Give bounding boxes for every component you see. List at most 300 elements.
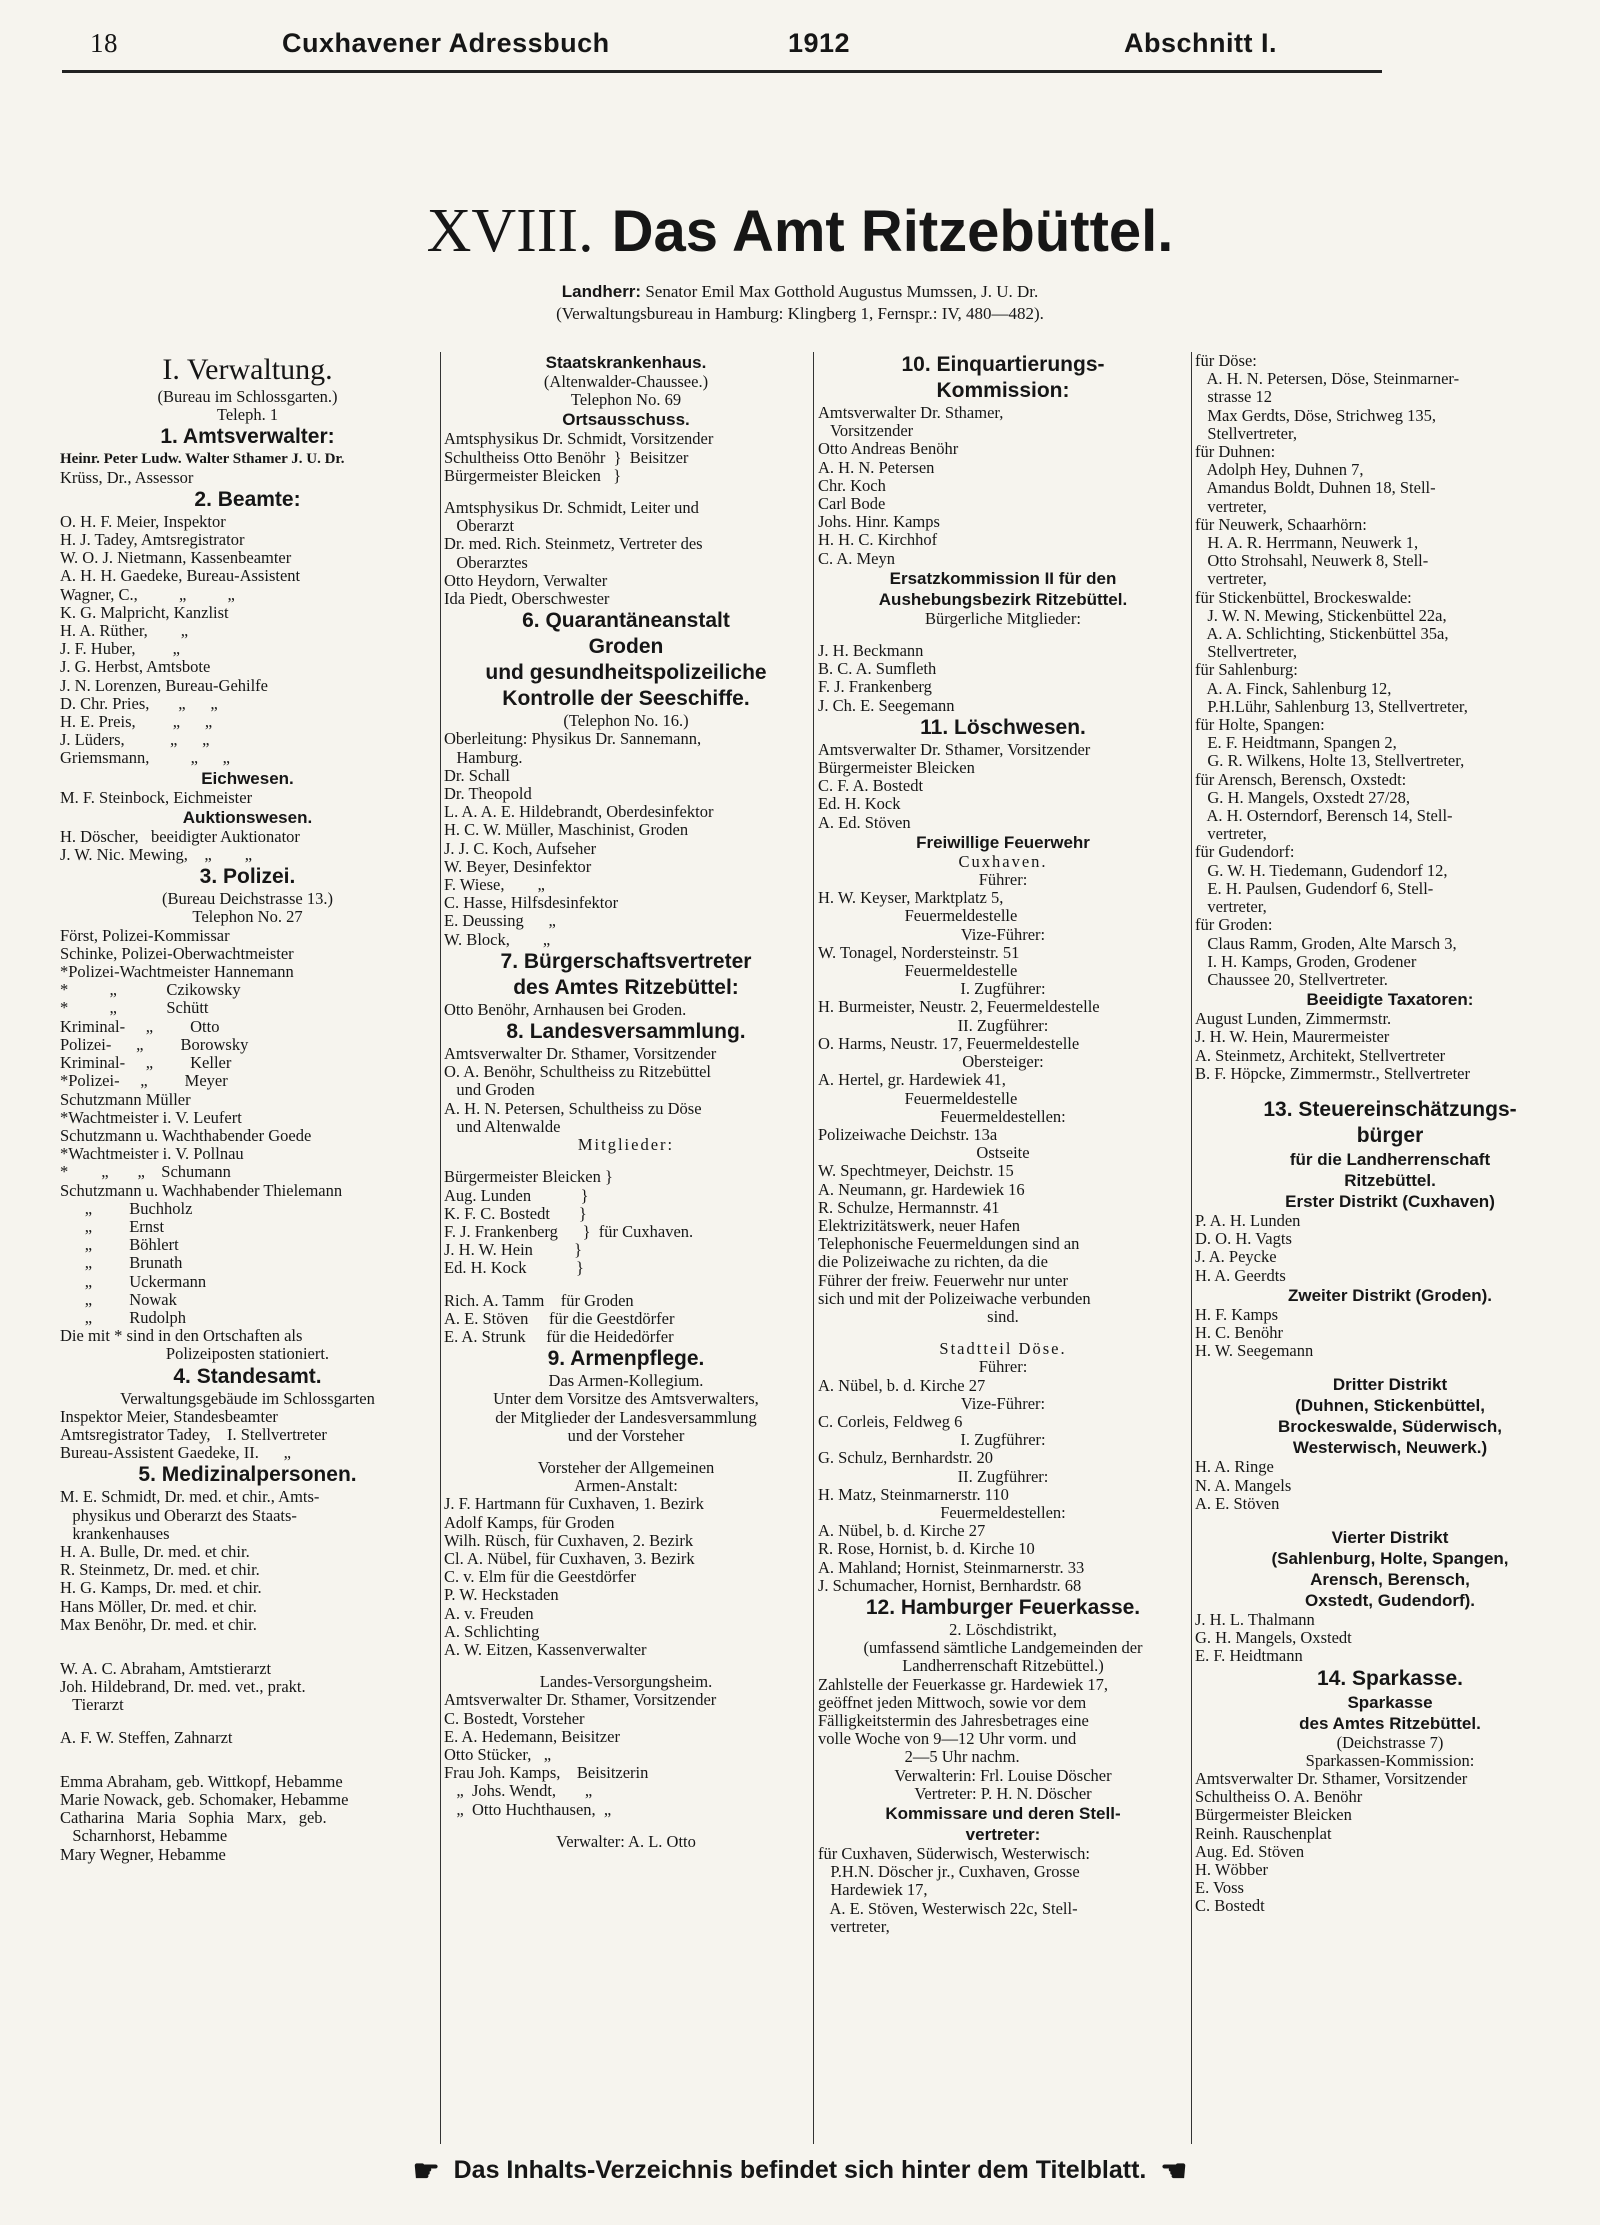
centered-line: Cuxhaven. (958, 851, 1048, 871)
entry-line: H. Burmeister, Neustr. 2, Feuermeldestelle (818, 998, 1100, 1017)
section-heading: (Sahlenburg, Holte, Spangen, (1271, 1548, 1509, 1568)
entry-line: * „ „ Schumann (60, 1163, 231, 1182)
entry-line: Hardewiek 17, (818, 1881, 928, 1900)
section-heading: 14. Sparkasse. (1317, 1666, 1463, 1690)
section-heading: Brockeswalde, Süderwisch, (1278, 1417, 1502, 1437)
entry-line: O. Harms, Neustr. 17, Feuermeldestelle (818, 1034, 1080, 1053)
spacer (1195, 1360, 1585, 1374)
entry-line: K. G. Malpricht, Kanzlist (60, 603, 229, 622)
entry-line: N. A. Mangels (1195, 1476, 1292, 1495)
entry-line: Oberleitung: Physikus Dr. Sannemann, (444, 730, 702, 749)
entry-line: J. F. Huber, „ (60, 640, 180, 659)
entry-line: J. W. Nic. Mewing, „ „ (60, 846, 253, 865)
centered-line: (Telephon No. 16.) (563, 711, 689, 731)
entry-line: B. C. A. Sumfleth (818, 660, 937, 679)
entry-line: J. Schumacher, Hornist, Bernhardstr. 68 (818, 1576, 1082, 1595)
spacer (60, 1634, 435, 1660)
entry-line: Feuermeldestelle (818, 907, 1018, 926)
centered-line: Landes-Versorgungsheim. (539, 1672, 713, 1692)
entry-line: Kriminal- „ Otto (60, 1017, 220, 1036)
entry-line: für Stickenbüttel, Brockeswalde: (1195, 588, 1412, 607)
entry-line: vertreter, (1195, 825, 1267, 844)
section-heading: Freiwillige Feuerwehr (916, 832, 1090, 852)
entry-line: Claus Ramm, Groden, Alte Marsch 3, (1195, 934, 1457, 953)
landherr-label: Landherr: (561, 282, 642, 301)
entry-line: Feuermeldestelle (818, 1089, 1018, 1108)
entry-line: vertreter, (1195, 570, 1267, 589)
title-text: Das Amt Ritzebüttel. (611, 199, 1174, 264)
entry-line: für Döse: (1195, 352, 1257, 370)
entry-line: vertreter, (818, 1917, 890, 1936)
entry-line: Scharnhorst, Hebamme (60, 1827, 228, 1846)
column-rule (813, 352, 814, 2144)
centered-line: II. Zugführer: (957, 1015, 1049, 1035)
entry-line: A. Schlichting (444, 1622, 540, 1641)
entry-line: A. H. H. Gaedeke, Bureau-Assistent (60, 567, 301, 586)
entry-line: Mary Wegner, Hebamme (60, 1845, 226, 1864)
entry-line: Max Benöhr, Dr. med. et chir. (60, 1615, 257, 1634)
entry-line: Reinh. Rauschenplat (1195, 1824, 1332, 1843)
section-heading: Sparkasse (1347, 1692, 1433, 1712)
entry-line: Elektrizitätswerk, neuer Hafen (818, 1216, 1021, 1235)
entry-line: Amtsverwalter Dr. Sthamer, Vorsitzender (818, 740, 1091, 759)
section-heading: 7. Bürgerschaftsvertreter (500, 949, 752, 973)
centered-line: sind. (987, 1306, 1019, 1326)
entry-line: Amtsphysikus Dr. Schmidt, Vorsitzender (444, 430, 714, 449)
entry-line: J. H. Beckmann (818, 642, 924, 661)
centered-line: (Deichstrasse 7) (1336, 1732, 1444, 1752)
entry-line: August Lunden, Zimmermstr. (1195, 1010, 1392, 1029)
section-heading: Kommission: (936, 379, 1070, 402)
column-3 (818, 352, 1188, 1936)
entry-line: J. F. Hartmann für Cuxhaven, 1. Bezirk (444, 1495, 704, 1514)
centered-line: Feuermeldestellen: (940, 1106, 1066, 1126)
entry-line: für Cuxhaven, Süderwisch, Westerwisch: (818, 1845, 1090, 1864)
section-heading: Eichwesen. (201, 768, 294, 788)
entry-line: J. H. L. Thalmann (1195, 1610, 1315, 1629)
centered-line: (umfassend sämtliche Landgemeinden der (863, 1638, 1143, 1658)
section-heading: 9. Armenpflege. (547, 1347, 705, 1371)
spacer (444, 1445, 808, 1459)
section-heading: Auktionswesen. (182, 807, 313, 827)
centered-line: Telephon No. 27 (192, 907, 303, 927)
entry-line: Wagner, C., „ „ (60, 585, 235, 604)
section-heading: Dritter Distrikt (1332, 1375, 1448, 1395)
entry-line: Telephonische Feuermeldungen sind an (818, 1235, 1080, 1254)
entry-line: Catharina Maria Sophia Marx, geb. (60, 1809, 327, 1828)
entry-line: für Duhnen: (1195, 443, 1276, 462)
section-heading: I. Verwaltung. (162, 353, 333, 386)
header-rule (62, 70, 1382, 73)
entry-line: „ Brunath (60, 1254, 183, 1273)
entry-line: H. W. Keyser, Marktplatz 5, (818, 889, 1004, 908)
entry-line: J. N. Lorenzen, Bureau-Gehilfe (60, 676, 268, 695)
entry-line: M. E. Schmidt, Dr. med. et chir., Amts- (60, 1488, 320, 1507)
centered-line: II. Zugführer: (957, 1466, 1049, 1486)
column-4 (1195, 352, 1585, 1916)
entry-line: H. E. Preis, „ „ (60, 713, 213, 732)
entry-line: „ Ernst (60, 1217, 165, 1236)
entry-line: Schutzmann u. Wachthabender Goede (60, 1126, 312, 1145)
entry-line: für Groden: (1195, 916, 1273, 935)
entry-line: Ed. H. Kock } (444, 1259, 584, 1278)
entry-line: Amtsphysikus Dr. Schmidt, Leiter und (444, 499, 699, 518)
centered-line: Teleph. 1 (216, 405, 279, 425)
entry-line: und Altenwalde (444, 1117, 561, 1136)
entry-line: Krüss, Dr., Assessor (60, 468, 194, 487)
entry-line: F. Wiese, „ (444, 876, 545, 895)
section-label: Abschnitt I. (1124, 28, 1277, 58)
entry-line: A. H. N. Petersen, Schultheiss zu Döse (444, 1099, 702, 1118)
entry-line: Otto Stücker, „ (444, 1745, 552, 1764)
entry-line: C. A. Meyn (818, 549, 896, 568)
entry-line: Schultheiss O. A. Benöhr (1195, 1788, 1363, 1807)
section-heading: 13. Steuereinschätzungs- (1263, 1097, 1517, 1121)
spacer (444, 1819, 808, 1833)
entry-line: Stellvertreter, (1195, 424, 1297, 443)
section-heading: für die Landherrenschaft (1289, 1149, 1491, 1169)
entry-line: A. v. Freuden (444, 1604, 534, 1623)
entry-line: Cl. A. Nübel, für Cuxhaven, 3. Bezirk (444, 1549, 695, 1568)
entry-line: H. W. Seegemann (1195, 1342, 1314, 1361)
section-heading: bürger (1356, 1123, 1424, 1147)
entry-line: „ Buchholz (60, 1199, 193, 1218)
entry-line: Först, Polizei-Kommissar (60, 926, 230, 945)
entry-line: Amtsverwalter Dr. Sthamer, Vorsitzender (1195, 1769, 1468, 1788)
entry-line: für Gudendorf: (1195, 843, 1295, 862)
centered-line: Verwalterin: Frl. Louise Döscher (894, 1765, 1112, 1785)
section-heading: vertreter: (965, 1825, 1041, 1845)
entry-line: G. H. Mangels, Oxstedt (1195, 1629, 1352, 1648)
section-heading: des Amtes Ritzebüttel: (513, 975, 739, 999)
entry-line: G. Schulz, Bernhardstr. 20 (818, 1449, 994, 1468)
entry-line: A. H. N. Petersen, Döse, Steinmarner- (1195, 370, 1460, 389)
entry-line: L. A. A. E. Hildebrandt, Oberdesinfektor (444, 803, 714, 822)
entry-line: H. C. Benöhr (1195, 1323, 1283, 1342)
entry-line: 2—5 Uhr nachm. (818, 1748, 1020, 1767)
entry-line: „ Rudolph (60, 1308, 187, 1327)
entry-line: Hans Möller, Dr. med. et chir. (60, 1597, 257, 1616)
entry-line: A. W. Eitzen, Kassenverwalter (444, 1640, 647, 1659)
centered-line: Führer: (978, 870, 1028, 890)
entry-line: Wilh. Rüsch, für Cuxhaven, 2. Bezirk (444, 1531, 694, 1550)
section-heading: 8. Landesversammlung. (506, 1020, 746, 1044)
entry-line: H. A. Ringe (1195, 1458, 1274, 1477)
entry-line: W. Beyer, Desinfektor (444, 857, 592, 876)
section-heading: 3. Polizei. (199, 865, 296, 889)
entry-line: Stellvertreter, (1195, 643, 1297, 662)
centered-line: Führer: (978, 1357, 1028, 1377)
entry-line: J. H. W. Hein } (444, 1241, 583, 1260)
entry-line: H. A. Bulle, Dr. med. et chir. (60, 1542, 250, 1561)
entry-line: sich und mit der Polizeiwache verbunden (818, 1289, 1091, 1308)
section-heading: 6. Quarantäneanstalt (522, 609, 730, 633)
centered-line: Obersteiger: (962, 1052, 1044, 1072)
entry-line: A. Nübel, b. d. Kirche 27 (818, 1522, 986, 1541)
centered-line: Unter dem Vorsitze des Amtsverwalters, (493, 1389, 759, 1409)
section-heading: Aushebungsbezirk Ritzebüttel. (878, 589, 1128, 609)
entry-line: Bureau-Assistent Gaedeke, II. „ (60, 1444, 291, 1463)
entry-line: H. F. Kamps (1195, 1305, 1279, 1324)
entry-line: Dr. med. Rich. Steinmetz, Vertreter des (444, 535, 703, 554)
entry-line: A. Neumann, gr. Hardewiek 16 (818, 1180, 1025, 1199)
entry-line: Carl Bode (818, 495, 886, 514)
centered-line: I. Zugführer: (960, 1430, 1046, 1450)
entry-line: Dr. Schall (444, 766, 510, 785)
footer-text: Das Inhalts-Verzeichnis befindet sich hinter dem Titelblatt. (453, 2156, 1147, 2185)
entry-line: Amtsverwalter Dr. Sthamer, Vorsitzender (444, 1691, 717, 1710)
title-numeral: XVIII. (426, 197, 594, 265)
entry-line: H. J. Tadey, Amtsregistrator (60, 531, 245, 550)
centered-line: (Altenwalder-Chaussee.) (543, 372, 709, 391)
entry-line: Bürgermeister Bleicken } (444, 466, 622, 485)
centered-line: der Mitglieder der Landesversammlung (495, 1407, 757, 1427)
entry-line: J. Lüders, „ „ (60, 731, 210, 750)
pointing-hand-left-icon: ☚ (1160, 2155, 1188, 2188)
entry-line: C. Bostedt (1195, 1897, 1265, 1916)
centered-line: Vize-Führer: (960, 1393, 1046, 1413)
entry-line: A. F. W. Steffen, Zahnarzt (60, 1728, 233, 1747)
entry-line: C. F. A. Bostedt (818, 777, 924, 796)
entry-line: Oberarzt (444, 517, 515, 536)
entry-line: H. A. Rüther, „ (60, 622, 189, 641)
section-heading: Oxstedt, Gudendorf). (1305, 1590, 1475, 1610)
entry-line: für Sahlenburg: (1195, 661, 1298, 680)
entry-line: „ Nowak (60, 1290, 177, 1309)
entry-line: Rich. A. Tamm für Groden (444, 1291, 634, 1310)
book-year: 1912 (788, 28, 851, 58)
section-heading: des Amtes Ritzebüttel. (1299, 1713, 1481, 1733)
entry-line: W. O. J. Nietmann, Kassenbeamter (60, 549, 292, 568)
entry-line: A. E. Stöven für die Geestdörfer (444, 1309, 675, 1328)
entry-line: A. Hertel, gr. Hardewiek 41, (818, 1071, 1006, 1090)
entry-line: *Polizei- „ Meyer (60, 1072, 228, 1091)
entry-line: volle Woche von 9—12 Uhr vorm. und (818, 1730, 1077, 1749)
entry-line: W. Spechtmeyer, Deichstr. 15 (818, 1162, 1014, 1181)
spacer (818, 628, 1188, 642)
pointing-hand-right-icon: ☛ (412, 2155, 440, 2188)
landherr-name: Senator Emil Max Gotthold Augustus Mumssen, J. U. Dr. (645, 282, 1039, 301)
page-title (0, 196, 1600, 267)
section-heading: 5. Medizinalpersonen. (138, 1463, 357, 1487)
centered-line: Verwalter: A. L. Otto (556, 1831, 696, 1851)
section-heading: 4. Standesamt. (173, 1364, 322, 1388)
spacer (444, 1278, 808, 1292)
centered-line: Vize-Führer: (960, 924, 1046, 944)
centered-line: Polizeiposten stationiert. (165, 1344, 330, 1364)
entry-line: E. Voss (1195, 1879, 1244, 1898)
entry-line: krankenhauses (60, 1524, 170, 1543)
section-heading: Vierter Distrikt (1331, 1527, 1449, 1547)
column-2 (444, 352, 808, 1851)
section-heading: Zweiter Distrikt (Groden). (1287, 1285, 1493, 1305)
entry-line: strasse 12 (1195, 388, 1272, 407)
entry-line: W. Block, „ (444, 930, 551, 949)
entry-line: Adolf Kamps, für Groden (444, 1513, 615, 1532)
entry-line: K. F. C. Bostedt } (444, 1204, 587, 1223)
centered-line: Sparkassen-Kommission: (1305, 1750, 1475, 1770)
entry-line: *Wachtmeister i. V. Pollnau (60, 1145, 244, 1164)
entry-line: J. G. Herbst, Amtsbote (60, 658, 211, 677)
section-heading: Ritzebüttel. (1344, 1170, 1436, 1190)
entry-line: H. A. R. Herrmann, Neuwerk 1, (1195, 534, 1419, 553)
entry-line: „ Otto Huchthausen, „ (444, 1800, 612, 1819)
entry-line: Polizeiwache Deichstr. 13a (818, 1125, 998, 1144)
entry-line: A. H. Osterndorf, Berensch 14, Stell- (1195, 807, 1453, 826)
spacer (444, 1154, 808, 1168)
entry-line: P. A. H. Lunden (1195, 1211, 1301, 1230)
entry-line: Otto Strohsahl, Neuwerk 8, Stell- (1195, 552, 1429, 571)
centered-line: Vertreter: P. H. N. Döscher (914, 1783, 1092, 1803)
entry-line: A. Ed. Stöven (818, 813, 911, 832)
entry-line: E. F. Heidtmann, Spangen 2, (1195, 734, 1397, 753)
entry-line: * „ Czikowsky (60, 981, 241, 1000)
section-heading: 11. Löschwesen. (920, 715, 1086, 739)
spacer (444, 485, 808, 499)
entry-line: physikus und Oberarzt des Staats- (60, 1506, 297, 1525)
entry-line: und Groden (444, 1081, 535, 1100)
entry-line: A. Nübel, b. d. Kirche 27 (818, 1376, 986, 1395)
entry-line: R. Schulze, Hermannstr. 41 (818, 1198, 1000, 1217)
entry-line: H. Wöbber (1195, 1860, 1269, 1879)
entry-line: O. H. F. Meier, Inspektor (60, 512, 226, 531)
centered-line: Feuermeldestellen: (940, 1502, 1066, 1522)
entry-line: Amtsregistrator Tadey, I. Stellvertreter (60, 1425, 327, 1444)
entry-line: A. H. N. Petersen (818, 458, 935, 477)
entry-line: C. Hasse, Hilfsdesinfektor (444, 894, 619, 913)
entry-line: J. Ch. E. Seegemann (818, 696, 955, 715)
entry-line: Tierarzt (60, 1696, 124, 1715)
entry-line: C. Bostedt, Vorsteher (444, 1709, 585, 1728)
entry-line: R. Rose, Hornist, b. d. Kirche 10 (818, 1540, 1035, 1559)
entry-line: Amtsverwalter Dr. Sthamer, (818, 404, 1004, 422)
page-number: 18 (90, 28, 118, 58)
entry-line: Inspektor Meier, Standesbeamter (60, 1407, 278, 1426)
spacer (444, 1659, 808, 1673)
entry-line: Otto Andreas Benöhr (818, 440, 959, 459)
column-1 (60, 352, 435, 1864)
book-title: Cuxhavener Adressbuch (282, 28, 610, 58)
section-heading: 12. Hamburger Feuerkasse. (865, 1595, 1141, 1619)
section-heading: Groden (588, 635, 664, 659)
section-heading: Beeidigte Taxatoren: (1306, 990, 1474, 1010)
entry-line: Vorsitzender (818, 422, 914, 441)
spacer (818, 1326, 1188, 1340)
entry-line: H. Matz, Steinmarnerstr. 110 (818, 1485, 1009, 1504)
entry-line: * „ Schütt (60, 999, 209, 1018)
centered-line: Das Armen-Kollegium. (548, 1371, 704, 1391)
entry-line: P.H.N. Döscher jr., Cuxhaven, Grosse (818, 1863, 1080, 1882)
centered-line: Mitglieder: (577, 1135, 675, 1155)
entry-line: A. A. Finck, Sahlenburg 12, (1195, 679, 1392, 698)
entry-line: Max Gerdts, Döse, Strichweg 135, (1195, 406, 1437, 425)
spacer (1195, 1513, 1585, 1527)
section-heading: Ersatzkommission II für den (889, 568, 1117, 588)
entry-line: H. A. Geerdts (1195, 1266, 1286, 1285)
entry-line: Ida Piedt, Oberschwester (444, 590, 610, 609)
entry-line: E. F. Heidtmann (1195, 1647, 1303, 1666)
bureau-line: (Verwaltungsbureau in Hamburg: Klingberg 1, Fernspr.: IV, 480—482). (556, 304, 1044, 323)
landherr-line (0, 282, 1600, 302)
entry-line: H. Döscher, beeidigter Auktionator (60, 827, 300, 846)
entry-line: die Polizeiwache zu richten, da die (818, 1253, 1048, 1272)
entry-line: Marie Nowack, geb. Schomaker, Hebamme (60, 1791, 349, 1809)
entry-line: Bürgermeister Bleicken (818, 759, 975, 778)
entry-line: Adolph Hey, Duhnen 7, (1195, 461, 1364, 480)
entry-line: „ Johs. Wendt, „ (444, 1782, 593, 1801)
entry-line: Ed. H. Kock (818, 795, 901, 814)
entry-line: G. H. Mangels, Oxstedt 27/28, (1195, 788, 1410, 807)
entry-line: P.H.Lühr, Sahlenburg 13, Stellvertreter, (1195, 697, 1468, 716)
entry-line: A. Steinmetz, Architekt, Stellvertreter (1195, 1046, 1446, 1065)
entry-line: Amtsverwalter Dr. Sthamer, Vorsitzender (444, 1045, 717, 1064)
entry-line: W. Tonagel, Nordersteinstr. 51 (818, 943, 1020, 962)
entry-line: Führer der freiw. Feuerwehr nur unter (818, 1271, 1068, 1290)
entry-line: C. Corleis, Feldweg 6 (818, 1412, 963, 1431)
entry-line: M. F. Steinbock, Eichmeister (60, 788, 253, 807)
entry-line: Frau Joh. Kamps, Beisitzerin (444, 1764, 649, 1783)
entry-line: Schutzmann Müller (60, 1090, 191, 1109)
entry-line: Polizei- „ Borowsky (60, 1035, 249, 1054)
entry-line: Aug. Lunden } (444, 1186, 589, 1205)
entry-line: D. O. H. Vagts (1195, 1230, 1292, 1249)
entry-line: Aug. Ed. Stöven (1195, 1842, 1305, 1861)
entry-line: W. A. C. Abraham, Amtstierarzt (60, 1659, 272, 1678)
centered-line: I. Zugführer: (960, 979, 1046, 999)
section-heading: Westerwisch, Neuwerk.) (1292, 1438, 1488, 1458)
entry-line: J. J. C. Koch, Aufseher (444, 839, 597, 858)
entry-line: Otto Heydorn, Verwalter (444, 571, 608, 590)
entry-line: für Holte, Spangen: (1195, 716, 1325, 735)
section-heading: Kommissare und deren Stell- (885, 1804, 1121, 1824)
entry-line: P. W. Heckstaden (444, 1586, 559, 1605)
entry-line: Joh. Hildebrand, Dr. med. vet., prakt. (60, 1678, 306, 1697)
centered-line: Armen-Anstalt: (574, 1476, 678, 1496)
entry-line: G. W. H. Tiedemann, Gudendorf 12, (1195, 861, 1448, 880)
entry-line: geöffnet jeden Mittwoch, sowie vor dem (818, 1693, 1087, 1712)
entry-line: A. A. Schlichting, Stickenbüttel 35a, (1195, 625, 1449, 644)
centered-line: Telephon No. 69 (570, 390, 682, 410)
section-heading: (Duhnen, Stickenbüttel, (1295, 1396, 1485, 1416)
entry-line: für Neuwerk, Schaarhörn: (1195, 515, 1367, 534)
entry-line: B. F. Höpcke, Zimmermstr., Stellvertreter (1195, 1064, 1470, 1083)
entry-line: Hamburg. (444, 748, 523, 767)
section-heading: 1. Amtsverwalter: (160, 425, 335, 449)
centered-line: 2. Löschdistrikt, (949, 1619, 1057, 1639)
entry-line: A. Mahland; Hornist, Steinmarnerstr. 33 (818, 1558, 1085, 1577)
entry-line: Die mit * sind in den Ortschaften als (60, 1327, 303, 1346)
spacer (60, 1715, 435, 1729)
centered-line: (Bureau Deichstrasse 13.) (162, 889, 333, 909)
entry-line: J. H. W. Hein, Maurermeister (1195, 1028, 1390, 1047)
entry-line: E. A. Strunk für die Heidedörfer (444, 1327, 674, 1346)
entry-line: O. A. Benöhr, Schultheiss zu Ritzebüttel (444, 1063, 711, 1082)
entry-line: C. v. Elm für die Geestdörfer (444, 1568, 636, 1587)
spacer (60, 1747, 435, 1773)
entry-line: J. W. N. Mewing, Stickenbüttel 22a, (1195, 606, 1447, 625)
section-heading: Ortsausschuss. (562, 410, 690, 430)
entry-line: Griemsmann, „ „ (60, 749, 231, 768)
entry-line: Johs. Hinr. Kamps (818, 513, 940, 532)
entry-line: A. E. Stöven (1195, 1494, 1280, 1513)
section-heading: Staatskrankenhaus. (545, 353, 707, 372)
entry-line: *Wachtmeister i. V. Leufert (60, 1108, 242, 1127)
centered-line: Bürgerliche Mitglieder: (925, 608, 1081, 628)
entry-line: H. H. C. Kirchhof (818, 531, 938, 550)
entry-line: vertreter, (1195, 497, 1267, 516)
entry-line: Oberarztes (444, 553, 528, 572)
centered-line: (Bureau im Schlossgarten.) (157, 387, 338, 406)
